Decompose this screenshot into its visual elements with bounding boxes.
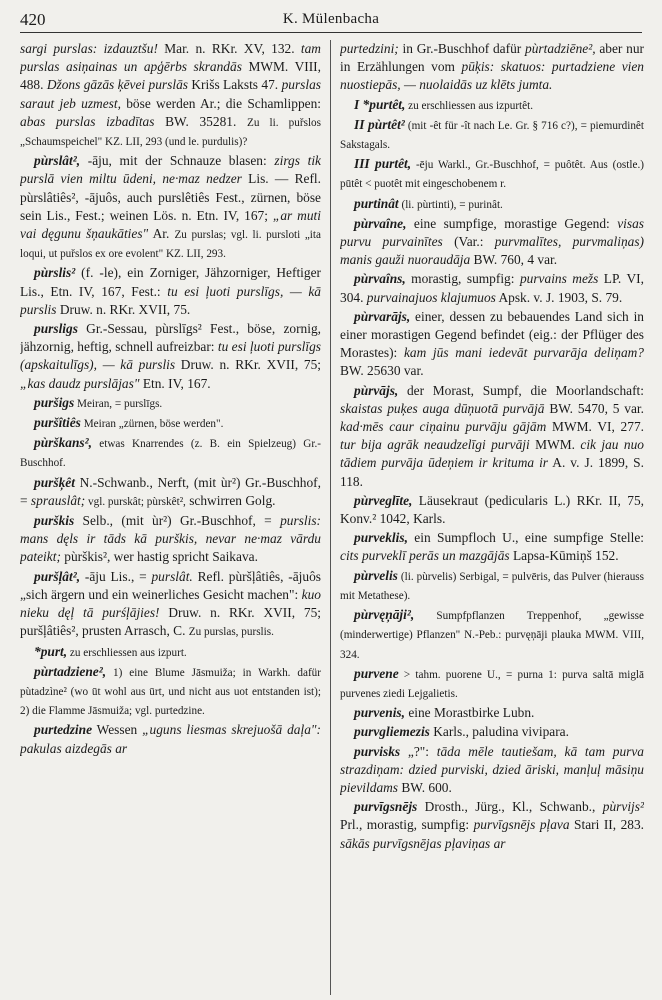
headword: purveklis, (354, 530, 408, 546)
headword: purškis (34, 513, 75, 529)
entry-text: -āju Lis., = (80, 568, 152, 584)
headword: purvene (354, 665, 399, 681)
entry-text: Etn. IV, 167. (139, 375, 211, 391)
entry-text: BW. 25630 var. (340, 363, 424, 379)
entry-text: kuo nieku dęļ tā purśļājies! (20, 586, 321, 621)
entry-text: Druw. n. RKr. XVII, 75. (56, 301, 191, 317)
entry-text: A. v. J. 1899, S. 118. (340, 455, 644, 489)
entry-text: kam jūs mani iedevāt purvarāja deliņam? (403, 345, 644, 361)
entry-text: „uguns liesmas skrejuošā daļa": pakulas aizdegās ar (20, 722, 321, 756)
dictionary-entry (340, 116, 644, 154)
entry-text: vgl. purskât; pùrskêt², (85, 495, 186, 508)
entry-text: Stari II, 283. (569, 817, 644, 833)
dictionary-entry (340, 40, 644, 95)
entry-text: etwas Knarrendes (z. B. ein Spielzeug) Gr.-Buschhof. (20, 438, 321, 470)
entry-text: tu esi ļuoti purslīgs (apskaitulīgs), — kā purslis (20, 339, 321, 373)
entry-text: eine Morastbirke Lubn. (404, 705, 535, 721)
headword: III purtêt, (354, 156, 412, 172)
headword: pùrvarājs, (354, 308, 411, 324)
entry-text: (Var.: (442, 234, 495, 250)
entry-text: „?": (400, 743, 437, 759)
entry-text: abas purslas izbadītas (20, 113, 155, 129)
headword: purvenis, (354, 705, 405, 721)
entry-text: ein Sumpfloch U., eine sumpfige Stelle: (407, 530, 644, 546)
entry-text: „kas daudz purslājas" (20, 375, 140, 391)
dictionary-entry (340, 704, 644, 722)
entry-text: 1) eine Blume Jāsmuiža; in Warkh. dafür pùtadzìne² (wo ūt wohl aus ūrt, und nicht aus uot entstanden ist); 2) die Flamme Jāsmuiža; vgl. purtedzine. (20, 666, 321, 718)
headword: pùrškans², (34, 435, 92, 451)
entry-text: purslas saraut jeb uzmest, (20, 77, 321, 111)
dictionary-entry (340, 743, 644, 798)
entry-text: aber nur in Erzählungen vom (340, 41, 644, 75)
entry-text: einer, dessen zu bebauendes Land sich in einer morastigen Gegend befindet (eig.: der Pflüger des Morastes): (340, 308, 644, 361)
headword: purtinât (354, 195, 399, 211)
dictionary-entry (340, 492, 644, 528)
entry-text: sākās purvīgsnējas pļaviņas ar (340, 835, 506, 851)
headword: pùrvęņāji², (354, 607, 415, 623)
entry-text: tur bija agrāk neaudzelīgi purvāji (340, 437, 530, 453)
headword: pursligs (34, 321, 78, 337)
dictionary-entry (340, 798, 644, 853)
entry-text: Apsk. v. J. 1903, S. 79. (495, 289, 623, 305)
entry-text: pùrvijs² (602, 799, 644, 815)
entry-text: Wessen (92, 722, 143, 738)
entry-text: „ar muti vai dęgunu šņaukāties" (20, 207, 321, 242)
entry-text: Lapsa-Kūmiņš 152. (509, 548, 619, 564)
entry-text: schwirren Golg. (185, 492, 276, 508)
entry-text: skaistas puķes auga dūņuotā purvājā (340, 400, 545, 416)
entry-text: purvains mežs (519, 271, 599, 287)
running-head: K. Mülenbacha (282, 11, 380, 27)
entry-text: -āju, mit der Schnauze blasen: (80, 153, 275, 169)
dictionary-entry (20, 152, 321, 263)
headword: pùrvaîne, (354, 215, 407, 231)
headword: puršîtiês (34, 415, 81, 431)
entry-text: (li. pùrvelis) Serbigal, = pulvēris, das Pulver (hierauss mit Metathese). (340, 570, 644, 602)
entry-text: eine sumpfige, morastige Gegend: (406, 215, 618, 231)
entry-text: Zu purslas; vgl. li. pursloti „ita loqui, ut puřslos ex ore evolent" KZ. LII, 293. (20, 229, 321, 261)
entry-text: kad·mēs caur ciņainu purvāju gājām (340, 419, 547, 435)
entry-text: Meiran, = purslīgs. (74, 397, 163, 410)
entry-text: Ar. (148, 226, 175, 242)
column-divider (330, 40, 331, 995)
dictionary-entry (340, 529, 644, 565)
headword: purvgliemezis (354, 724, 430, 740)
entry-text: Krišs Laksts 47. (187, 77, 282, 93)
entry-text: MWM. VIII, 488. (20, 59, 321, 93)
entry-text: purvīgsnējs pļava (473, 817, 570, 833)
headword: purvisks (354, 743, 401, 759)
entry-text: Gr.-Sessau, pùrslīgs² Fest., böse, zornig, jähzornig, heftig, schnell aufreizbar: (20, 321, 321, 355)
entry-text: MWM. (529, 437, 581, 453)
page-header (20, 10, 642, 33)
entry-text: der Morast, Sumpf, die Moorlandschaft: (398, 382, 644, 398)
dictionary-entry (20, 264, 321, 319)
entry-text: pūķis: skatuos: purtadziene vien nuostiepās, — nuolaidās uz klēts jumta. (340, 59, 644, 93)
entry-text: Karls., paludina vivipara. (429, 724, 569, 740)
entry-text: BW. 760, 4 var. (470, 252, 558, 268)
entry-text: Refl. pùršļâtiês, -ājuôs „sich ärgern und ein weinerliches Gesicht machen": (20, 568, 321, 602)
dictionary-entry (20, 434, 321, 472)
entry-text: morastig, sumpfig: (405, 271, 520, 287)
entry-text: BW. 35281. (154, 113, 247, 129)
dictionary-entry (20, 512, 321, 567)
entry-text: purslât. (151, 568, 193, 584)
dictionary-entry (340, 382, 644, 491)
headword: pùrvaîns, (354, 271, 406, 287)
entry-text: Mar. n. RKr. XV, 132. (157, 41, 301, 56)
entry-text: Druw. n. RKr. XVII, 75; (175, 357, 321, 373)
entry-text: LP. VI, 304. (340, 271, 644, 305)
entry-text: BW. 5470, 5 var. (544, 400, 644, 416)
headword: puršļât², (34, 568, 81, 584)
dictionary-entry (20, 414, 321, 433)
entry-text: sprauslât; (30, 492, 86, 508)
dictionary-entry (20, 474, 321, 511)
entry-text: Lis. — Refl. pùrslâtiês², -ājuôs, auch purslêtiês Fest., zürnen, böse sein Lis., Fest.; weinen Lös. n. Etn. IV, 167; (20, 171, 321, 223)
dictionary-entry (340, 723, 644, 741)
entry-text: purslis: mans dęls ir tāds kā purškis, nevar ne·maz vārdu pateikt; (20, 513, 321, 565)
headword: pùrvājs, (354, 382, 399, 398)
entry-text: sargi purslas: izdauztšu! (20, 41, 158, 56)
entry-text: zirgs tik purslā vien miltu ūdeni, ne·maz nedzer (20, 153, 321, 187)
entry-text: pùrškis², wer hastig spricht Saikava. (60, 549, 258, 565)
dictionary-entry (20, 40, 321, 151)
entry-text: (li. pùrtinti), = purinât. (398, 198, 503, 211)
entry-text: Läusekraut (pedicularis L.) RKr. II, 75, Konv.² 1042, Karls. (340, 492, 644, 527)
dictionary-entry (20, 394, 321, 413)
dictionary-entry (340, 665, 644, 703)
entry-text: N.-Schwanb., Nerft, (mit ùr²) Gr.-Buschhof, = (20, 474, 321, 508)
headword: II pùrtêt² (354, 116, 405, 132)
entry-text: Prl., morastig, sumpfig: (340, 817, 474, 833)
dictionary-entry (20, 663, 321, 721)
dictionary-entry (340, 567, 644, 605)
entry-text: cik jau nuo tādiem purvāja ūdeņiem ir krituma ir (340, 437, 644, 471)
entry-text: pùrtadziēne², (525, 41, 596, 56)
headword: I *purtêt, (354, 96, 406, 112)
entry-text: Zu purslas, purslis. (188, 626, 274, 639)
entry-text: zu erschliessen aus izpurtêt. (405, 99, 534, 112)
entry-text: böse werden Ar.; die Schamlippen: (120, 95, 321, 111)
entry-text: cits purveklī perās un mazgājās (340, 548, 510, 564)
dictionary-entry (340, 155, 644, 193)
entry-text: -ēju Warkl., Gr.-Buschhof, = puôtêt. Aus (ostle.) pūtêt < puotêt mit eingeschobenem r. (340, 159, 644, 191)
entry-text: Druw. n. RKr. XVII, 75; puršļâtiês², prusten Arrasch, C. (20, 605, 321, 639)
entry-text: tāda mēle tautiešam, kā tam purva strazdiņam: dzied purviski, dzied āriski, manļuļ māsiņu pievildams (340, 743, 644, 795)
entry-text: MWM. VI, 277. (546, 419, 644, 435)
entry-text: visas purvu purvainītes (340, 215, 644, 250)
headword: pùrvelis (354, 567, 398, 583)
dictionary-entry (20, 320, 321, 393)
headword: puršigs (34, 394, 75, 410)
entry-text: (f. -le), ein Zorniger, Jähzorniger, Heftiger Lis., Etn. IV, 167, Fest.: (20, 265, 321, 299)
entry-text: Sumpfpflanzen Treppenhof, „gewisse (minderwertige) Pflanzen" N.-Peb.: purvęņāji plauka MWM. VIII, 324. (340, 610, 644, 661)
dictionary-entry (340, 270, 644, 306)
entry-text: zu erschliessen aus izpurt. (67, 646, 187, 659)
page-number: 420 (20, 10, 46, 29)
dictionary-entry (340, 96, 644, 115)
entry-text: purtedzini; (340, 41, 399, 56)
headword: puršķêt (34, 474, 75, 490)
dictionary-entry (340, 195, 644, 214)
dictionary-entry (20, 643, 321, 662)
entry-text: purvainajuos klajumuos (366, 289, 496, 305)
headword: pùrveglīte, (354, 492, 413, 508)
dictionary-entry (340, 606, 644, 664)
right-column (340, 40, 644, 995)
entry-text: Zu li. puřslos „Schaumspeichel" KZ. LII, 293 (und le. purdulis)? (20, 116, 321, 149)
headword: pùrslis² (34, 265, 76, 281)
left-column (20, 40, 321, 995)
entry-text: Selb., (mit ùr²) Gr.-Buschhof, = (74, 513, 281, 529)
dictionary-entry (340, 215, 644, 270)
headword: pùrslât², (34, 153, 81, 169)
headword: purvīgsnējs (354, 799, 418, 815)
dictionary-entry (20, 721, 321, 757)
entry-text: BW. 600. (398, 779, 452, 795)
dictionary-entry (20, 568, 321, 642)
entry-text: tam purslas asiņainas un apģērbs skrandās (20, 41, 321, 75)
dictionary-entry (340, 308, 644, 381)
entry-text: in Gr.-Buschhof dafür (398, 41, 525, 56)
entry-text: purvmalītes, purvmaliņas) manis gauži nuoraudāja (340, 234, 644, 268)
entry-text: Drosth., Jürg., Kl., Schwanb., (417, 799, 603, 815)
entry-text: Meiran „zürnen, böse werden". (80, 418, 224, 431)
entry-text: Džons gāzās ķēvei purslās (46, 77, 188, 93)
headword: *purt, (34, 643, 68, 659)
headword: pùrtadziene², (34, 663, 107, 679)
entry-text: > tahm. puorene U., = purna 1: purva saltā miglā purvenes ziedi Lejgalietis. (340, 668, 644, 700)
entry-text: tu esi ļuoti purslīgs, — kā purslis (20, 283, 321, 317)
entry-text: (mit -êt für -ît nach Le. Gr. § 716 c?), = piemurdinêt Sakstagals. (340, 119, 644, 152)
headword: purtedzine (34, 722, 93, 738)
